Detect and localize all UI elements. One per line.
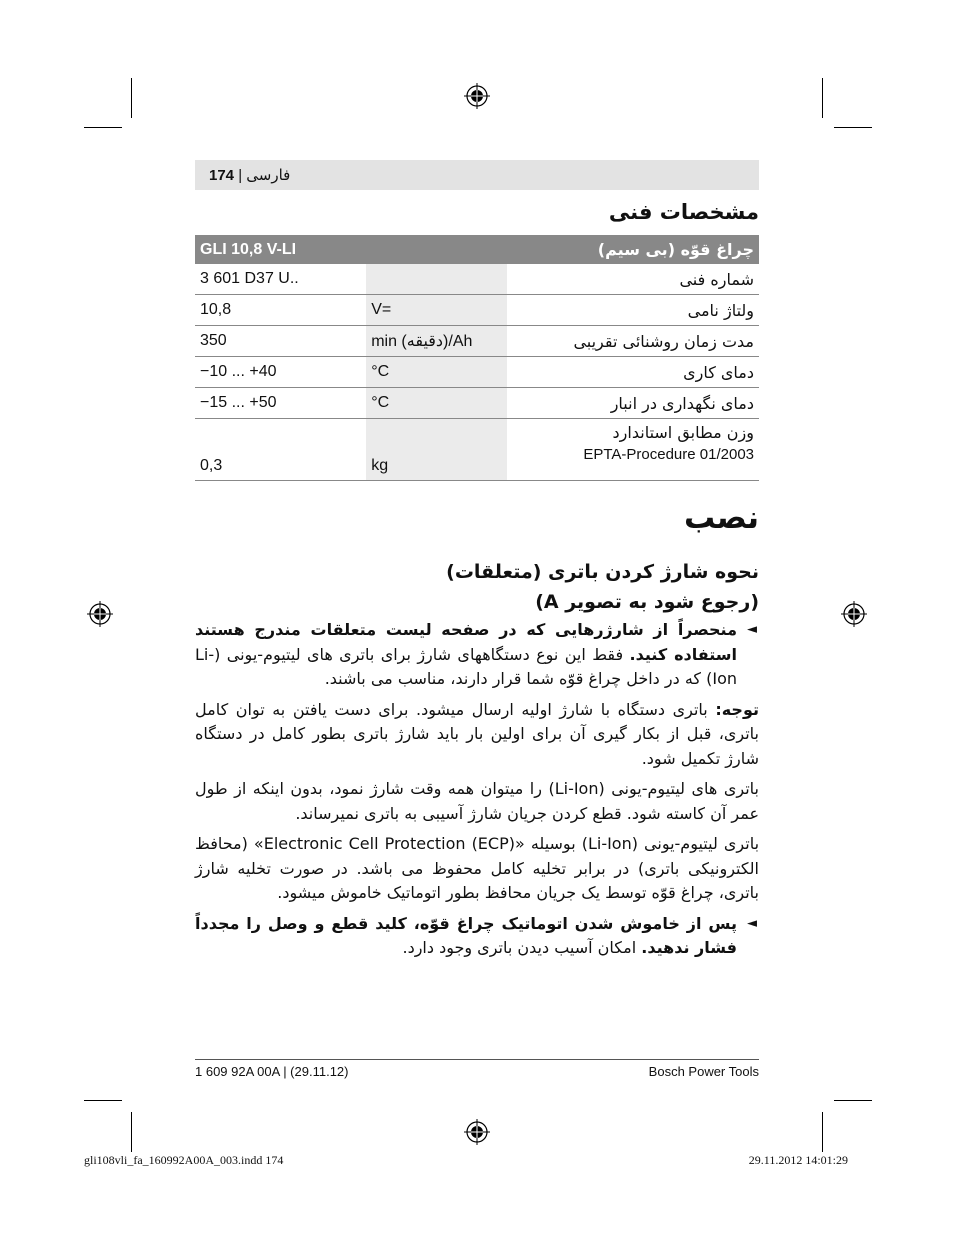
footer-brand: Bosch Power Tools bbox=[648, 1064, 759, 1079]
specs-table bbox=[195, 235, 759, 481]
header-language: فارسی bbox=[246, 166, 291, 184]
footer-rule bbox=[195, 1059, 759, 1060]
spec-value: 3 601 D37 U.. bbox=[195, 264, 366, 295]
table-row bbox=[195, 295, 759, 326]
spec-label: شماره فنی bbox=[507, 264, 759, 295]
slug-filename: gli108vli_fa_160992A00A_003.indd 174 bbox=[84, 1153, 284, 1167]
spec-unit: V= bbox=[366, 295, 507, 326]
install-body bbox=[195, 618, 759, 961]
page-header-label bbox=[209, 166, 290, 184]
product-name: چراغ قوّه (بی سیم) bbox=[507, 235, 759, 264]
section-title-line: نحوه شارژ کردن باتری (متعلقات) bbox=[446, 561, 759, 583]
bullet-marker-icon: ◄ bbox=[747, 915, 757, 931]
spec-label: ولتاژ نامی bbox=[507, 295, 759, 326]
slug-timestamp: 29.11.2012 14:01:29 bbox=[748, 1153, 848, 1167]
bullet-bold: پس از خاموش شدن اتوماتیک چراغ قوّه، کلید قطع و وصل را مجدداً فشار ندهید. bbox=[195, 913, 737, 957]
weight-label: وزن مطابق استاندارد bbox=[612, 423, 754, 442]
spec-label: مدت زمان روشنائی تقریبی bbox=[507, 326, 759, 357]
crop-mark bbox=[822, 1112, 823, 1152]
spec-unit: kg bbox=[366, 419, 507, 481]
table-row bbox=[195, 264, 759, 295]
spec-unit: min (دقیقه)/Ah bbox=[366, 326, 507, 357]
crop-mark bbox=[84, 1100, 122, 1101]
spec-value: −10 ... +40 bbox=[195, 357, 366, 388]
paragraph: باتری لیتیوم-یونی (Li-Ion) بوسیله «Electronic Cell Protection (ECP)» (محافظ الکترونیکی باتری) در برابر تخلیه کامل محفوظ می باشد. در صورت تخلیه شارژ باتری، چراغ قوّه توسط یک جریان محافظ بطور اتوماتیک خاموش میشود. bbox=[195, 834, 760, 902]
bullet-bold: منحصراً از شارژرهایی که در صفحه لیست متعلقات مندرج هستند استفاده کنید. bbox=[195, 620, 738, 664]
weight-standard: EPTA-Procedure 01/2003 bbox=[583, 446, 754, 463]
registration-mark-icon bbox=[464, 1119, 490, 1145]
spec-value: 350 bbox=[195, 326, 366, 357]
crop-mark bbox=[834, 1100, 872, 1101]
spec-value: 0,3 bbox=[195, 419, 366, 481]
table-row bbox=[195, 388, 759, 419]
spec-unit: °C bbox=[366, 388, 507, 419]
spec-label: دمای کاری bbox=[507, 357, 759, 388]
footer-doc-number: 1 609 92A 00A | (29.11.12) bbox=[195, 1064, 349, 1079]
page-header bbox=[195, 160, 759, 190]
section-title bbox=[195, 557, 759, 617]
bullet-marker-icon: ◄ bbox=[747, 622, 757, 637]
note-label: توجه: bbox=[715, 699, 759, 719]
specs-title: مشخصات فنی bbox=[608, 200, 759, 224]
bullet-text: فقط این نوع دستگاههای شارژ برای باتری های لیتیوم-یونی (Li-Ion) که در داخل چراغ قوّه شما قرار دارند، مناسب می باشند. bbox=[195, 644, 737, 688]
model-name: GLI 10,8 V-LI bbox=[195, 235, 507, 264]
registration-mark-icon bbox=[841, 601, 867, 627]
spec-label: دمای نگهداری در انبار bbox=[507, 388, 759, 419]
section-title-line: (رجوع شود به تصویر A) bbox=[535, 591, 759, 613]
spec-value: 10,8 bbox=[195, 295, 366, 326]
spec-value: −15 ... +50 bbox=[195, 388, 366, 419]
crop-mark bbox=[822, 78, 823, 118]
crop-mark bbox=[834, 127, 872, 128]
bullet-item bbox=[195, 618, 759, 692]
crop-mark bbox=[131, 1112, 132, 1152]
note-paragraph bbox=[195, 698, 759, 772]
specs-table-header bbox=[195, 235, 759, 264]
table-row bbox=[195, 419, 759, 481]
paragraph: باتری های لیتیوم-یونی (Li-Ion) را میتوان همه وقت شارژ نمود، بدون اینکه از طول عمر آن کاسته شود. قطع کردن جریان شارژ آسیبی به باتری نمیرساند. bbox=[195, 779, 760, 823]
registration-mark-icon bbox=[464, 83, 490, 109]
page-number: 174 bbox=[209, 167, 235, 184]
crop-mark bbox=[131, 78, 132, 118]
spec-unit bbox=[366, 264, 507, 295]
spec-label bbox=[507, 419, 759, 481]
bullet-item bbox=[195, 912, 759, 961]
crop-mark bbox=[84, 127, 122, 128]
spec-unit: °C bbox=[366, 357, 507, 388]
note-text: باتری دستگاه با شارژ اولیه ارسال میشود. برای دست یافتن به توان کامل باتری، قبل از بکار گیری آن برای اولین بار باید شارژ باتری بطور کامل در دستگاه شارژ تکمیل شود. bbox=[195, 699, 759, 768]
header-separator: | bbox=[238, 167, 243, 184]
bullet-text: امکان آسیب دیدن باتری وجود دارد. bbox=[402, 938, 642, 957]
registration-mark-icon bbox=[87, 601, 113, 627]
install-title: نصب bbox=[683, 500, 759, 536]
table-row bbox=[195, 357, 759, 388]
table-row bbox=[195, 326, 759, 357]
